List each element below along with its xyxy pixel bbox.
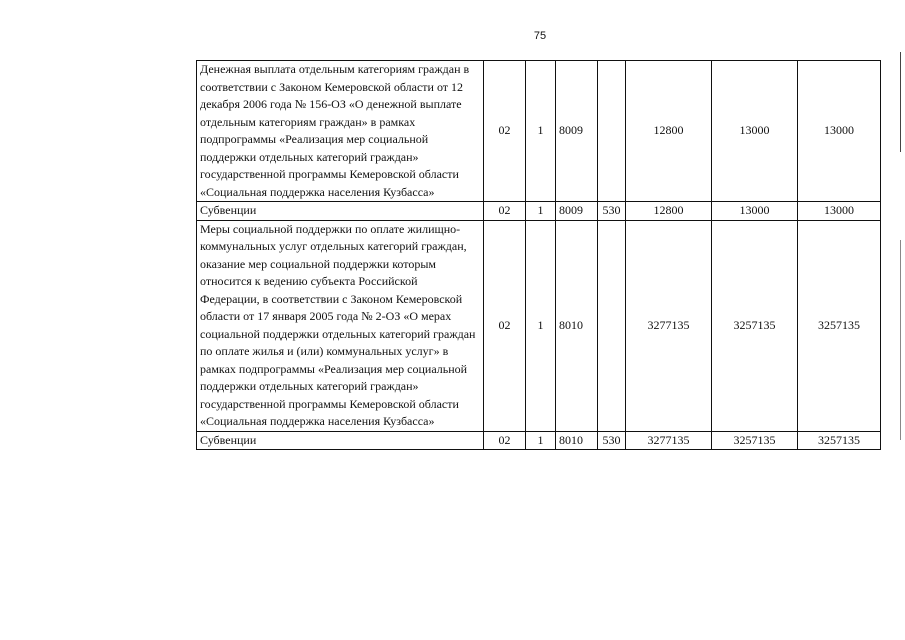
row-description: Меры социальной поддержки по оплате жилищно-коммунальных услуг отдельных категорий граждан, оказание мер социальной поддержки которым относится к ведению субъекта Российской Федерации, в соответствии с Законом Кемеровской области от 17 января 2005 года № 2-ОЗ «О мерах социальной поддержки отдельных категорий граждан по оплате жилья и (или) коммунальных услуг» в рамках подпрограммы «Реализация мер социальной поддержки отдельных категорий граждан» государственной программы Кемеровской области «Социальная поддержка населения Кузбасса» [197, 220, 484, 431]
scan-edge-line [900, 240, 901, 440]
row-description: Субвенции [197, 431, 484, 450]
amount-year-3: 13000 [798, 202, 881, 221]
subsection-code: 1 [526, 220, 556, 431]
target-code: 8009 [556, 202, 598, 221]
amount-year-3: 3257135 [798, 431, 881, 450]
amount-year-1: 3277135 [626, 220, 712, 431]
section-code: 02 [484, 202, 526, 221]
amount-year-1: 12800 [626, 61, 712, 202]
amount-year-1: 12800 [626, 202, 712, 221]
table-row [197, 61, 881, 202]
expense-type-code: 530 [598, 202, 626, 221]
amount-year-3: 3257135 [798, 220, 881, 431]
subsection-code: 1 [526, 202, 556, 221]
budget-table [196, 60, 881, 450]
amount-year-3: 13000 [798, 61, 881, 202]
scan-edge-line [900, 52, 901, 152]
table-row [197, 202, 881, 221]
expense-type-code [598, 61, 626, 202]
row-description: Денежная выплата отдельным категориям граждан в соответствии с Законом Кемеровской области от 12 декабря 2006 года № 156-ОЗ «О денежной выплате отдельным категориям граждан» в рамках подпрограммы «Реализация мер социальной поддержки отдельных категорий граждан» государственной программы Кемеровской области «Социальная поддержка населения Кузбасса» [197, 61, 484, 202]
amount-year-2: 13000 [712, 61, 798, 202]
expense-type-code [598, 220, 626, 431]
target-code: 8009 [556, 61, 598, 202]
subsection-code: 1 [526, 431, 556, 450]
amount-year-2: 3257135 [712, 220, 798, 431]
page-number: 75 [533, 30, 547, 42]
table-row [197, 220, 881, 431]
amount-year-2: 13000 [712, 202, 798, 221]
table-row [197, 431, 881, 450]
amount-year-2: 3257135 [712, 431, 798, 450]
row-description: Субвенции [197, 202, 484, 221]
expense-type-code: 530 [598, 431, 626, 450]
amount-year-1: 3277135 [626, 431, 712, 450]
target-code: 8010 [556, 431, 598, 450]
section-code: 02 [484, 61, 526, 202]
subsection-code: 1 [526, 61, 556, 202]
section-code: 02 [484, 431, 526, 450]
target-code: 8010 [556, 220, 598, 431]
section-code: 02 [484, 220, 526, 431]
